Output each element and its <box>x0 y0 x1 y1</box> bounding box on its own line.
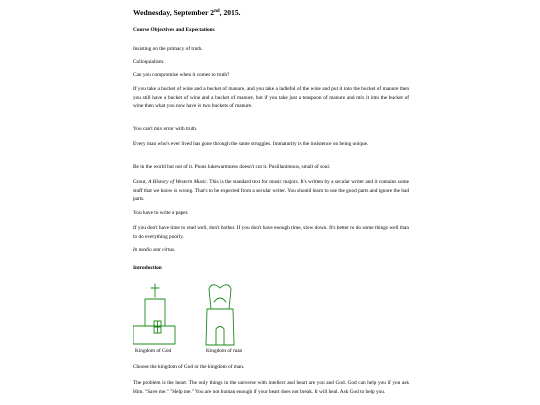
paragraph: If you don't have time to read well, don't bother. If you don't have enough time, slow down. It's better to do some things well than to do everything poorly. <box>133 225 409 240</box>
date-ordinal: nd <box>214 9 220 14</box>
paragraph: You can't mix error with truth. <box>133 126 198 132</box>
paragraph: Choose the kingdom of God or the kingdom of man. <box>133 364 245 370</box>
date-text: Wednesday, September 2 <box>133 8 215 17</box>
paragraph: Insisting on the primacy of truth. <box>133 46 203 52</box>
paragraph: Colloquialism. <box>133 59 165 65</box>
paragraph: You have to write a paper. <box>133 210 189 216</box>
paragraph: Every man who's ever lived has gone through the same struggles. Immaturity is the insistence on being unique. <box>133 141 369 147</box>
church-cross <box>151 284 159 297</box>
church-tower <box>145 299 165 326</box>
paragraph: Can you compromise when it comes to truth? <box>133 72 230 78</box>
grout-text: . This is the standard text for music majors. It's written by a secular writer and it contains some stuff that we know is wrong. That's to be expected from a secular writer. You should learn to use the good parts and ignore the bad parts. <box>133 179 409 202</box>
kingdom-sketches <box>133 279 283 353</box>
date-heading <box>133 8 241 17</box>
paragraph-heart: The problem is the heart. The only things in the universe with intellect and heart are you and God. God can help you if you ask Him. "Save me." "Help me." You are not human enough if your heart does not break. It will heal. Ask God to help you. <box>133 380 409 395</box>
kingdom-drawings-svg <box>133 279 283 353</box>
caption-kingdom-of-man: Kingdom of man <box>206 348 243 354</box>
grout-book-title: A History of Western Music <box>148 179 207 185</box>
section-heading-introduction: Introduction <box>133 265 162 271</box>
paragraph-grout <box>133 178 409 204</box>
grout-author: Grout, <box>133 179 149 185</box>
house-door <box>216 327 224 346</box>
date-year: , 2015. <box>219 8 241 17</box>
house-walls <box>206 309 234 345</box>
house-roof-notch <box>214 298 226 302</box>
house-sketch <box>206 285 234 345</box>
section-heading-objectives: Course Objectives and Expectations <box>133 27 215 33</box>
house-roof <box>209 285 231 309</box>
church-sketch <box>133 284 175 344</box>
paragraph-wine-manure: If you take a bucket of wine and a bucket of manure, and you take a ladleful of the wine and put it into the bucket of manure then you still have a bucket of wine and a bucket of manure, but if you take just a teaspoon of manure and mix it into the bucket of wine then what you now have is two buckets of manure. <box>133 86 409 109</box>
paragraph: Be in the world but not of it. Pious lukewarmness doesn't cut it. Pusillanimous, small of soul. <box>133 164 331 170</box>
caption-kingdom-of-god: Kingdom of God <box>135 348 172 354</box>
latin-motto: In medio stat virtus. <box>133 247 176 253</box>
church-window <box>154 321 161 333</box>
